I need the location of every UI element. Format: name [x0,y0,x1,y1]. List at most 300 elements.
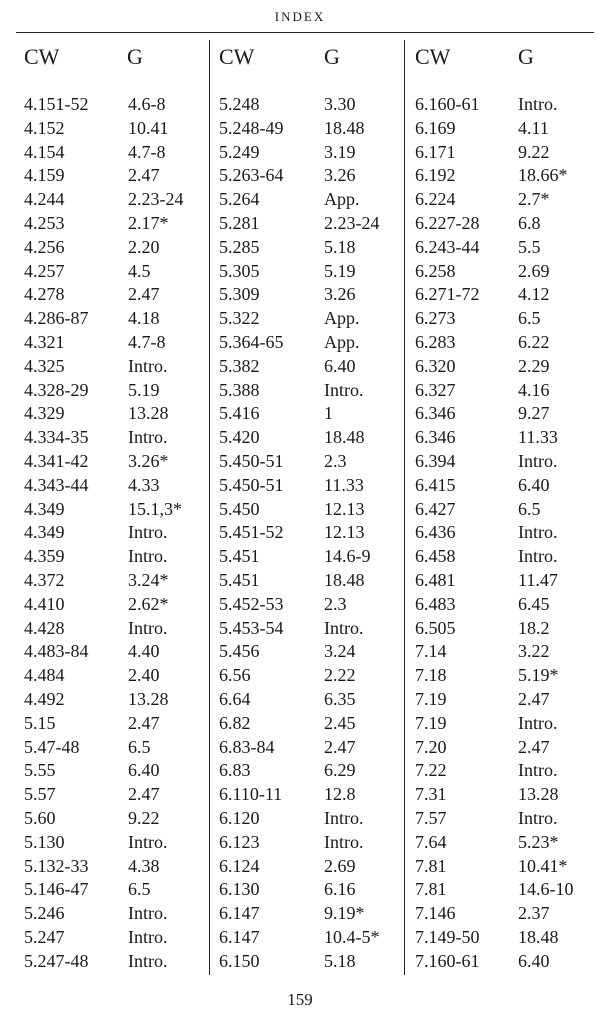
cw-reference: 6.110-11 [219,784,283,805]
g-reference: 3.26* [128,450,169,471]
cw-reference: 5.305 [219,260,260,281]
g-reference: 3.24* [128,569,169,590]
g-reference: Intro. [518,712,558,733]
column-divider-1 [209,40,210,975]
cw-reference: 4.410 [24,593,65,614]
cw-reference: 4.343-44 [24,474,89,495]
index-entry-row [219,759,399,783]
g-reference: Intro. [518,450,558,471]
cw-reference: 5.57 [24,784,56,805]
g-reference: 9.27 [518,403,550,424]
index-entry-row [24,212,204,236]
index-entry-row [24,236,204,260]
g-reference: Intro. [518,760,558,781]
cw-reference: 5.263-64 [219,165,284,186]
index-entry-row [219,688,399,712]
cw-reference: 5.450-51 [219,450,284,471]
g-reference: 11.33 [518,427,558,448]
cw-reference: 6.327 [415,379,456,400]
cw-reference: 4.349 [24,498,65,519]
index-entry-row [219,355,399,379]
cw-reference: 7.64 [415,831,447,852]
cw-reference: 4.484 [24,665,65,686]
g-reference: 4.16 [518,379,550,400]
g-reference: App. [324,308,360,329]
cw-reference: 6.483 [415,593,456,614]
cw-reference: 6.481 [415,569,456,590]
column-3-cw-header: CW [415,44,451,69]
index-entry-row [415,545,595,569]
index-entry-row [24,331,204,355]
cw-reference: 4.334-35 [24,427,89,448]
cw-reference: 6.415 [415,474,456,495]
cw-reference: 6.243-44 [415,236,480,257]
index-entry-row [219,712,399,736]
index-entry-row [219,950,399,974]
g-reference: 4.7-8 [128,141,166,162]
g-reference: 2.23-24 [128,189,184,210]
index-entry-row [24,450,204,474]
g-reference: 1 [324,403,333,424]
cw-reference: 6.394 [415,450,456,471]
g-reference: Intro. [324,831,364,852]
cw-reference: 6.258 [415,260,456,281]
g-reference: 9.22 [128,807,160,828]
cw-reference: 6.82 [219,712,251,733]
column-2-cw-header: CW [219,44,255,69]
g-reference: 2.3 [324,593,347,614]
cw-reference: 5.248 [219,94,260,114]
g-reference: 6.40 [518,474,550,495]
index-entry-row [415,355,595,379]
g-reference: 10.41* [518,855,568,876]
cw-reference: 5.15 [24,712,56,733]
g-reference: 2.20 [128,236,160,257]
cw-reference: 5.451 [219,569,260,590]
cw-reference: 7.31 [415,784,447,805]
g-reference: 18.48 [324,569,365,590]
g-reference: 9.22 [518,141,550,162]
index-entry-row [24,545,204,569]
index-entry-row [219,593,399,617]
index-entry-row [219,164,399,188]
cw-reference: 4.328-29 [24,379,89,400]
index-entry-row [24,593,204,617]
g-reference: 2.29 [518,355,550,376]
g-reference: 5.23* [518,831,559,852]
index-entry-row [24,141,204,165]
cw-reference: 5.456 [219,641,260,662]
index-entry-row [24,164,204,188]
index-entry-row [219,855,399,879]
index-entry-row [24,688,204,712]
index-entry-row [415,426,595,450]
index-entry-row [219,783,399,807]
index-entry-row [219,902,399,926]
index-entry-row [219,474,399,498]
g-reference: 6.5 [128,736,151,757]
cw-reference: 5.450 [219,498,260,519]
g-reference: 2.45 [324,712,356,733]
cw-reference: 7.81 [415,879,447,900]
index-entry-row [24,307,204,331]
g-reference: Intro. [324,379,364,400]
cw-reference: 5.285 [219,236,260,257]
index-entry-row [219,878,399,902]
g-reference: 2.47 [518,688,550,709]
index-entry-row [24,831,204,855]
g-reference: 4.38 [128,855,160,876]
cw-reference: 5.416 [219,403,260,424]
index-entry-row [415,783,595,807]
cw-reference: 6.436 [415,522,456,543]
index-entry-row [415,688,595,712]
index-entry-row [219,283,399,307]
cw-reference: 4.244 [24,189,65,210]
cw-reference: 5.451-52 [219,522,284,543]
g-reference: 2.47 [128,712,160,733]
cw-reference: 6.147 [219,926,260,947]
index-entry-row [24,807,204,831]
index-entry-row [415,712,595,736]
cw-reference: 6.505 [415,617,456,638]
cw-reference: 6.64 [219,688,251,709]
index-entry-row [415,402,595,426]
cw-reference: 4.483-84 [24,641,89,662]
cw-reference: 5.388 [219,379,260,400]
cw-reference: 4.359 [24,546,65,567]
g-reference: 2.62* [128,593,169,614]
g-reference: 4.12 [518,284,550,305]
index-entry-row [219,664,399,688]
cw-reference: 6.120 [219,807,260,828]
cw-reference: 7.19 [415,712,447,733]
cw-reference: 6.458 [415,546,456,567]
g-reference: 2.69 [518,260,550,281]
cw-reference: 5.382 [219,355,260,376]
index-entry-row [219,521,399,545]
cw-reference: 5.264 [219,189,260,210]
cw-reference: 7.149-50 [415,926,480,947]
g-reference: 2.40 [128,665,160,686]
cw-reference: 5.450-51 [219,474,284,495]
cw-reference: 4.325 [24,355,65,376]
cw-reference: 7.146 [415,903,456,924]
index-entry-row [219,640,399,664]
index-entry-row [219,379,399,403]
cw-reference: 5.309 [219,284,260,305]
g-reference: 9.19* [324,903,365,924]
index-entry-row [219,736,399,760]
g-reference: 18.66* [518,165,568,186]
cw-reference: 6.130 [219,879,260,900]
cw-reference: 5.130 [24,831,65,852]
cw-reference: 4.256 [24,236,65,257]
g-reference: Intro. [128,831,168,852]
index-entry-row [415,117,595,141]
g-reference: 6.40 [128,760,160,781]
index-entry-row [415,498,595,522]
index-entry-row [24,664,204,688]
g-reference: 4.6-8 [128,94,166,114]
g-reference: 2.47 [128,165,160,186]
index-entry-row [219,188,399,212]
index-entry-row [415,759,595,783]
cw-reference: 5.420 [219,427,260,448]
g-reference: 6.22 [518,331,550,352]
index-entry-row [415,521,595,545]
g-reference: 6.35 [324,688,356,709]
cw-reference: 5.248-49 [219,117,284,138]
index-entry-row [219,545,399,569]
cw-reference: 6.169 [415,117,456,138]
index-entry-row [219,141,399,165]
cw-reference: 4.278 [24,284,65,305]
index-entry-row [415,307,595,331]
g-reference: 18.2 [518,617,550,638]
cw-reference: 6.273 [415,308,456,329]
cw-reference: 7.19 [415,688,447,709]
page-number: 159 [287,990,313,1009]
g-reference: 2.17* [128,212,169,233]
cw-reference: 4.154 [24,141,65,162]
g-reference: 6.40 [324,355,356,376]
cw-reference: 6.224 [415,189,456,210]
g-reference: 5.19* [518,665,559,686]
index-entry-row [219,212,399,236]
cw-reference: 5.47-48 [24,736,80,757]
g-reference: 6.29 [324,760,356,781]
g-reference: Intro. [518,94,558,114]
g-reference: 12.13 [324,498,365,519]
index-entry-row [415,831,595,855]
index-entry-row [219,402,399,426]
index-entry-row [24,617,204,641]
cw-reference: 6.123 [219,831,260,852]
index-entry-row [24,402,204,426]
cw-reference: 4.286-87 [24,308,89,329]
g-reference: Intro. [518,522,558,543]
cw-reference: 7.14 [415,641,447,662]
index-entry-row [24,759,204,783]
cw-reference: 6.83 [219,760,251,781]
g-reference: 4.33 [128,474,160,495]
g-reference: 3.26 [324,165,356,186]
cw-reference: 5.247-48 [24,950,89,971]
index-entry-row [415,141,595,165]
g-reference: Intro. [128,926,168,947]
index-entry-row [219,617,399,641]
index-entry-row [415,640,595,664]
g-reference: 3.19 [324,141,356,162]
index-entry-row [24,902,204,926]
index-entry-row [24,426,204,450]
cw-reference: 6.56 [219,665,251,686]
g-reference: 11.33 [324,474,364,495]
cw-reference: 7.22 [415,760,447,781]
g-reference: 3.26 [324,284,356,305]
index-entry-row [24,188,204,212]
g-reference: Intro. [324,617,364,638]
cw-reference: 6.227-28 [415,212,480,233]
g-reference: 2.37 [518,903,550,924]
g-reference: 6.16 [324,879,356,900]
cw-reference: 6.346 [415,427,456,448]
g-reference: 12.8 [324,784,356,805]
index-entry-row [24,379,204,403]
g-reference: Intro. [128,903,168,924]
g-reference: 5.19 [324,260,356,281]
g-reference: 6.5 [128,879,151,900]
cw-reference: 4.341-42 [24,450,89,471]
g-reference: 13.28 [518,784,559,805]
cw-reference: 5.364-65 [219,331,284,352]
index-entry-row [415,93,595,117]
g-reference: 6.5 [518,308,541,329]
g-reference: 2.7* [518,189,550,210]
g-reference: 5.18 [324,950,356,971]
g-reference: Intro. [518,807,558,828]
cw-reference: 5.132-33 [24,855,89,876]
cw-reference: 4.329 [24,403,65,424]
index-entry-row [24,855,204,879]
g-reference: 15.1,3* [128,498,182,519]
cw-reference: 6.124 [219,855,260,876]
index-entry-row [415,855,595,879]
index-entry-row [415,164,595,188]
index-entry-row [415,212,595,236]
g-reference: 3.24 [324,641,356,662]
g-reference: 2.47 [324,736,356,757]
index-entry-row [415,902,595,926]
g-reference: 18.48 [324,427,365,448]
index-entry-row [415,236,595,260]
cw-reference: 5.281 [219,212,260,233]
cw-reference: 5.452-53 [219,593,284,614]
cw-reference: 5.146-47 [24,879,89,900]
index-entry-row [219,331,399,355]
index-entry-row [24,569,204,593]
index-entry-row [24,878,204,902]
index-entry-row [219,260,399,284]
g-reference: 10.4-5* [324,926,380,947]
index-entry-row [24,712,204,736]
index-entry-row [24,498,204,522]
cw-reference: 5.55 [24,760,56,781]
cw-reference: 5.322 [219,308,260,329]
cw-reference: 6.320 [415,355,456,376]
g-reference: Intro. [128,617,168,638]
cw-reference: 6.192 [415,165,456,186]
g-reference: 2.47 [128,284,160,305]
index-entry-row [24,950,204,974]
index-entry-row [415,569,595,593]
g-reference: 11.47 [518,569,558,590]
cw-reference: 4.151-52 [24,94,89,114]
g-reference: 4.11 [518,117,549,138]
g-reference: 2.69 [324,855,356,876]
index-entry-row [24,783,204,807]
index-entry-row [24,283,204,307]
g-reference: 3.22 [518,641,550,662]
g-reference: 6.8 [518,212,541,233]
g-reference: 6.40 [518,950,550,971]
cw-reference: 7.57 [415,807,447,828]
g-reference: Intro. [518,546,558,567]
cw-reference: 4.253 [24,212,65,233]
index-entry-row [24,640,204,664]
index-entry-row [415,260,595,284]
g-reference: 2.3 [324,450,347,471]
g-reference: 10.41 [128,117,169,138]
column-1-cw-header: CW [24,44,60,69]
g-reference: 2.23-24 [324,212,380,233]
g-reference: Intro. [128,546,168,567]
cw-reference: 4.321 [24,331,65,352]
g-reference: 18.48 [518,926,559,947]
cw-reference: 4.257 [24,260,65,281]
cw-reference: 6.283 [415,331,456,352]
cw-reference: 4.428 [24,617,65,638]
index-entry-row [219,831,399,855]
index-entry-row [219,450,399,474]
cw-reference: 4.372 [24,569,65,590]
cw-reference: 5.60 [24,807,56,828]
g-reference: 5.19 [128,379,160,400]
index-entry-row [219,426,399,450]
column-divider-2 [404,40,405,975]
column-3-g-header: G [518,44,534,69]
g-reference: 2.47 [128,784,160,805]
cw-reference: 6.346 [415,403,456,424]
index-entry-row [219,236,399,260]
index-entry-row [219,569,399,593]
cw-reference: 4.152 [24,117,65,138]
g-reference: 13.28 [128,688,169,709]
index-entry-row [415,950,595,974]
g-reference: Intro. [128,355,168,376]
index-column-1 [24,93,204,973]
cw-reference: 6.150 [219,950,260,971]
index-entry-row [24,521,204,545]
g-reference: 2.22 [324,665,356,686]
g-reference: 2.47 [518,736,550,757]
cw-reference: 5.246 [24,903,65,924]
g-reference: 14.6-9 [324,546,371,567]
index-entry-row [24,474,204,498]
cw-reference: 6.271-72 [415,284,480,305]
index-entry-row [24,355,204,379]
index-entry-row [415,664,595,688]
cw-reference: 4.349 [24,522,65,543]
index-entry-row [24,93,204,117]
cw-reference: 7.160-61 [415,950,480,971]
g-reference: 4.18 [128,308,160,329]
g-reference: 14.6-10 [518,879,574,900]
running-head: INDEX [274,9,326,24]
index-entry-row [415,379,595,403]
index-entry-row [415,593,595,617]
index-entry-row [415,331,595,355]
index-entry-row [219,307,399,331]
cw-reference: 7.81 [415,855,447,876]
cw-reference: 5.451 [219,546,260,567]
cw-reference: 5.249 [219,141,260,162]
index-entry-row [24,736,204,760]
index-entry-row [415,926,595,950]
g-reference: 6.45 [518,593,550,614]
index-entry-row [415,617,595,641]
